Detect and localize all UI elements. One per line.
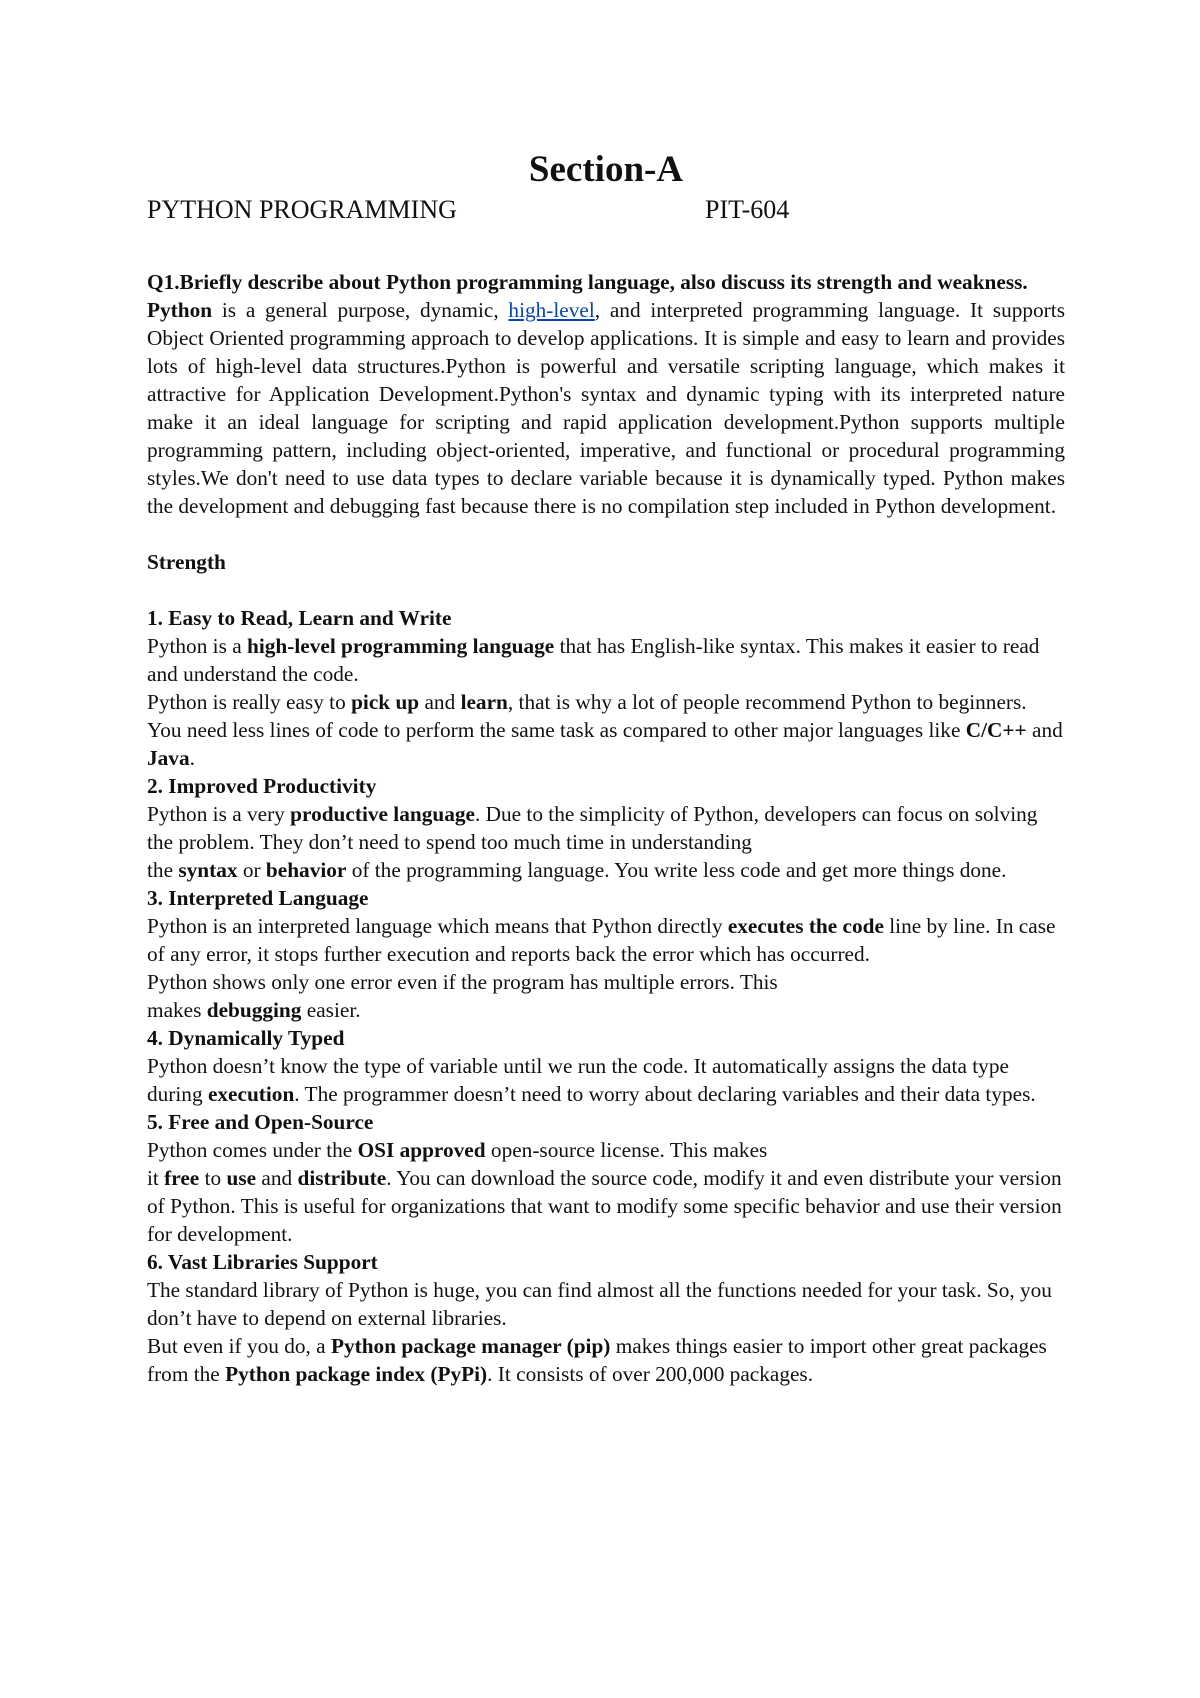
strength-5-heading: 5. Free and Open-Source [147, 1110, 374, 1134]
bold-run: debugging [206, 998, 302, 1022]
text-run: line by line. In case of any error, it stops further execution and reports back the error which has occurred. [147, 914, 1056, 966]
document-body [147, 268, 1065, 1388]
text-run: and [419, 690, 461, 714]
bold-run: executes the code [727, 914, 884, 938]
bold-run: Python package manager (pip) [330, 1334, 611, 1358]
intro-text-1: is a general purpose, dynamic, [212, 298, 509, 322]
strength-3-paragraph-3 [147, 996, 1065, 1024]
section-title: Section-A [528, 149, 684, 190]
text-run: easier. [301, 998, 361, 1022]
strength-3-paragraph-1 [147, 912, 1065, 968]
strength-2-paragraph-1 [147, 800, 1065, 856]
bold-run: use [226, 1166, 257, 1190]
text-run: . You can download the source code, modify it and even distribute your version of Python. This is useful for organizations that want to modify some specific behavior and use their version for development. [147, 1166, 1062, 1246]
bold-run: syntax [178, 858, 238, 882]
strength-2-heading: 2. Improved Productivity [147, 774, 377, 798]
text-run: of the programming language. You write less code and get more things done. [346, 858, 1007, 882]
text-run: . It consists of over 200,000 packages. [487, 1362, 814, 1386]
strength-3-heading: 3. Interpreted Language [147, 886, 369, 910]
strength-6-paragraph-1: The standard library of Python is huge, you can find almost all the functions needed for your task. So, you don’t have to depend on external libraries. [147, 1278, 1052, 1330]
text-run: , that is why a lot of people recommend Python to beginners. You need less lines of code to perform the same task as compared to other major languages like [147, 690, 1027, 742]
text-run: Python is an interpreted language which means that Python directly [147, 914, 728, 938]
bold-run: Python package index (PyPi) [225, 1362, 488, 1386]
strength-3-paragraph-2: Python shows only one error even if the program has multiple errors. This [147, 970, 778, 994]
text-run: Python is a very [147, 802, 291, 826]
text-run: it [147, 1166, 165, 1190]
text-run: makes things easier to import other great packages from the [147, 1334, 1047, 1386]
strength-1-paragraph-1 [147, 632, 1065, 688]
subject-name: PYTHON PROGRAMMING [147, 195, 457, 224]
bold-run: distribute [297, 1166, 387, 1190]
intro-lead: Python [147, 298, 213, 322]
question-text: Q1.Briefly describe about Python programming language, also discuss its strength and weakness. [147, 270, 1028, 294]
spacer [147, 520, 1065, 548]
strength-6-paragraph-2 [147, 1332, 1065, 1388]
text-run: that has English-like syntax. This makes it easier to read and understand the code. [147, 634, 1040, 686]
text-run: Python comes under the [147, 1138, 358, 1162]
bold-run: free [164, 1166, 200, 1190]
strength-6-heading: 6. Vast Libraries Support [147, 1250, 378, 1274]
text-run: Python is a [147, 634, 247, 658]
strength-1-heading: 1. Easy to Read, Learn and Write [147, 606, 452, 630]
text-run: . [189, 746, 195, 770]
text-run: and [1026, 718, 1063, 742]
bold-run: productive language [290, 802, 475, 826]
bold-run: OSI approved [357, 1138, 486, 1162]
bold-run: learn [460, 690, 508, 714]
bold-run: high-level programming language [247, 634, 555, 658]
bold-run: execution [207, 1082, 295, 1106]
strength-4-heading: 4. Dynamically Typed [147, 1026, 345, 1050]
strength-2-paragraph-2 [147, 856, 1065, 884]
text-run: . The programmer doesn’t need to worry about declaring variables and their data types. [294, 1082, 1036, 1106]
bold-run: Java [147, 746, 190, 770]
strength-5-paragraph-1 [147, 1136, 1065, 1164]
subject-line [147, 193, 1065, 227]
text-run: Python doesn’t know the type of variable until we run the code. It automatically assigns the data type during [147, 1054, 1009, 1106]
strength-5-paragraph-2 [147, 1164, 1065, 1248]
text-run: to [199, 1166, 227, 1190]
text-run: But even if you do, a [147, 1334, 331, 1358]
bold-run: C/C++ [965, 718, 1027, 742]
text-run: Python is really easy to [147, 690, 352, 714]
text-run: . Due to the simplicity of Python, developers can focus on solving the problem. They don’t need to spend too much time in understanding [147, 802, 1038, 854]
high-level-link[interactable]: high-level [508, 298, 595, 322]
text-run: and [256, 1166, 298, 1190]
text-run: makes [147, 998, 207, 1022]
bold-run: behavior [265, 858, 347, 882]
subject-code: PIT-604 [705, 195, 790, 224]
bold-run: pick up [351, 690, 420, 714]
strength-heading: Strength [147, 550, 226, 574]
text-run: or [237, 858, 266, 882]
strength-1-paragraph-2 [147, 688, 1065, 772]
spacer [147, 576, 1065, 604]
intro-text-2: , and interpreted programming language. It supports Object Oriented programming approach to develop applications. It is simple and easy to learn and provides lots of high-level data structures.Python is powerful and versatile scripting language, which makes it attractive for Application Development.Python's syntax and dynamic typing with its interpreted nature make it an ideal language for scripting and rapid application development.Python supports multiple programming pattern, including object-oriented, imperative, and functional or procedural programming styles.We don't need to use data types to declare variable because it is dynamically typed. Python makes the development and debugging fast because there is no compilation step included in Python development. [147, 298, 1065, 518]
text-run: the [147, 858, 179, 882]
text-run: open-source license. This makes [485, 1138, 768, 1162]
strength-4-paragraph [147, 1052, 1065, 1108]
intro-paragraph [147, 296, 1065, 520]
